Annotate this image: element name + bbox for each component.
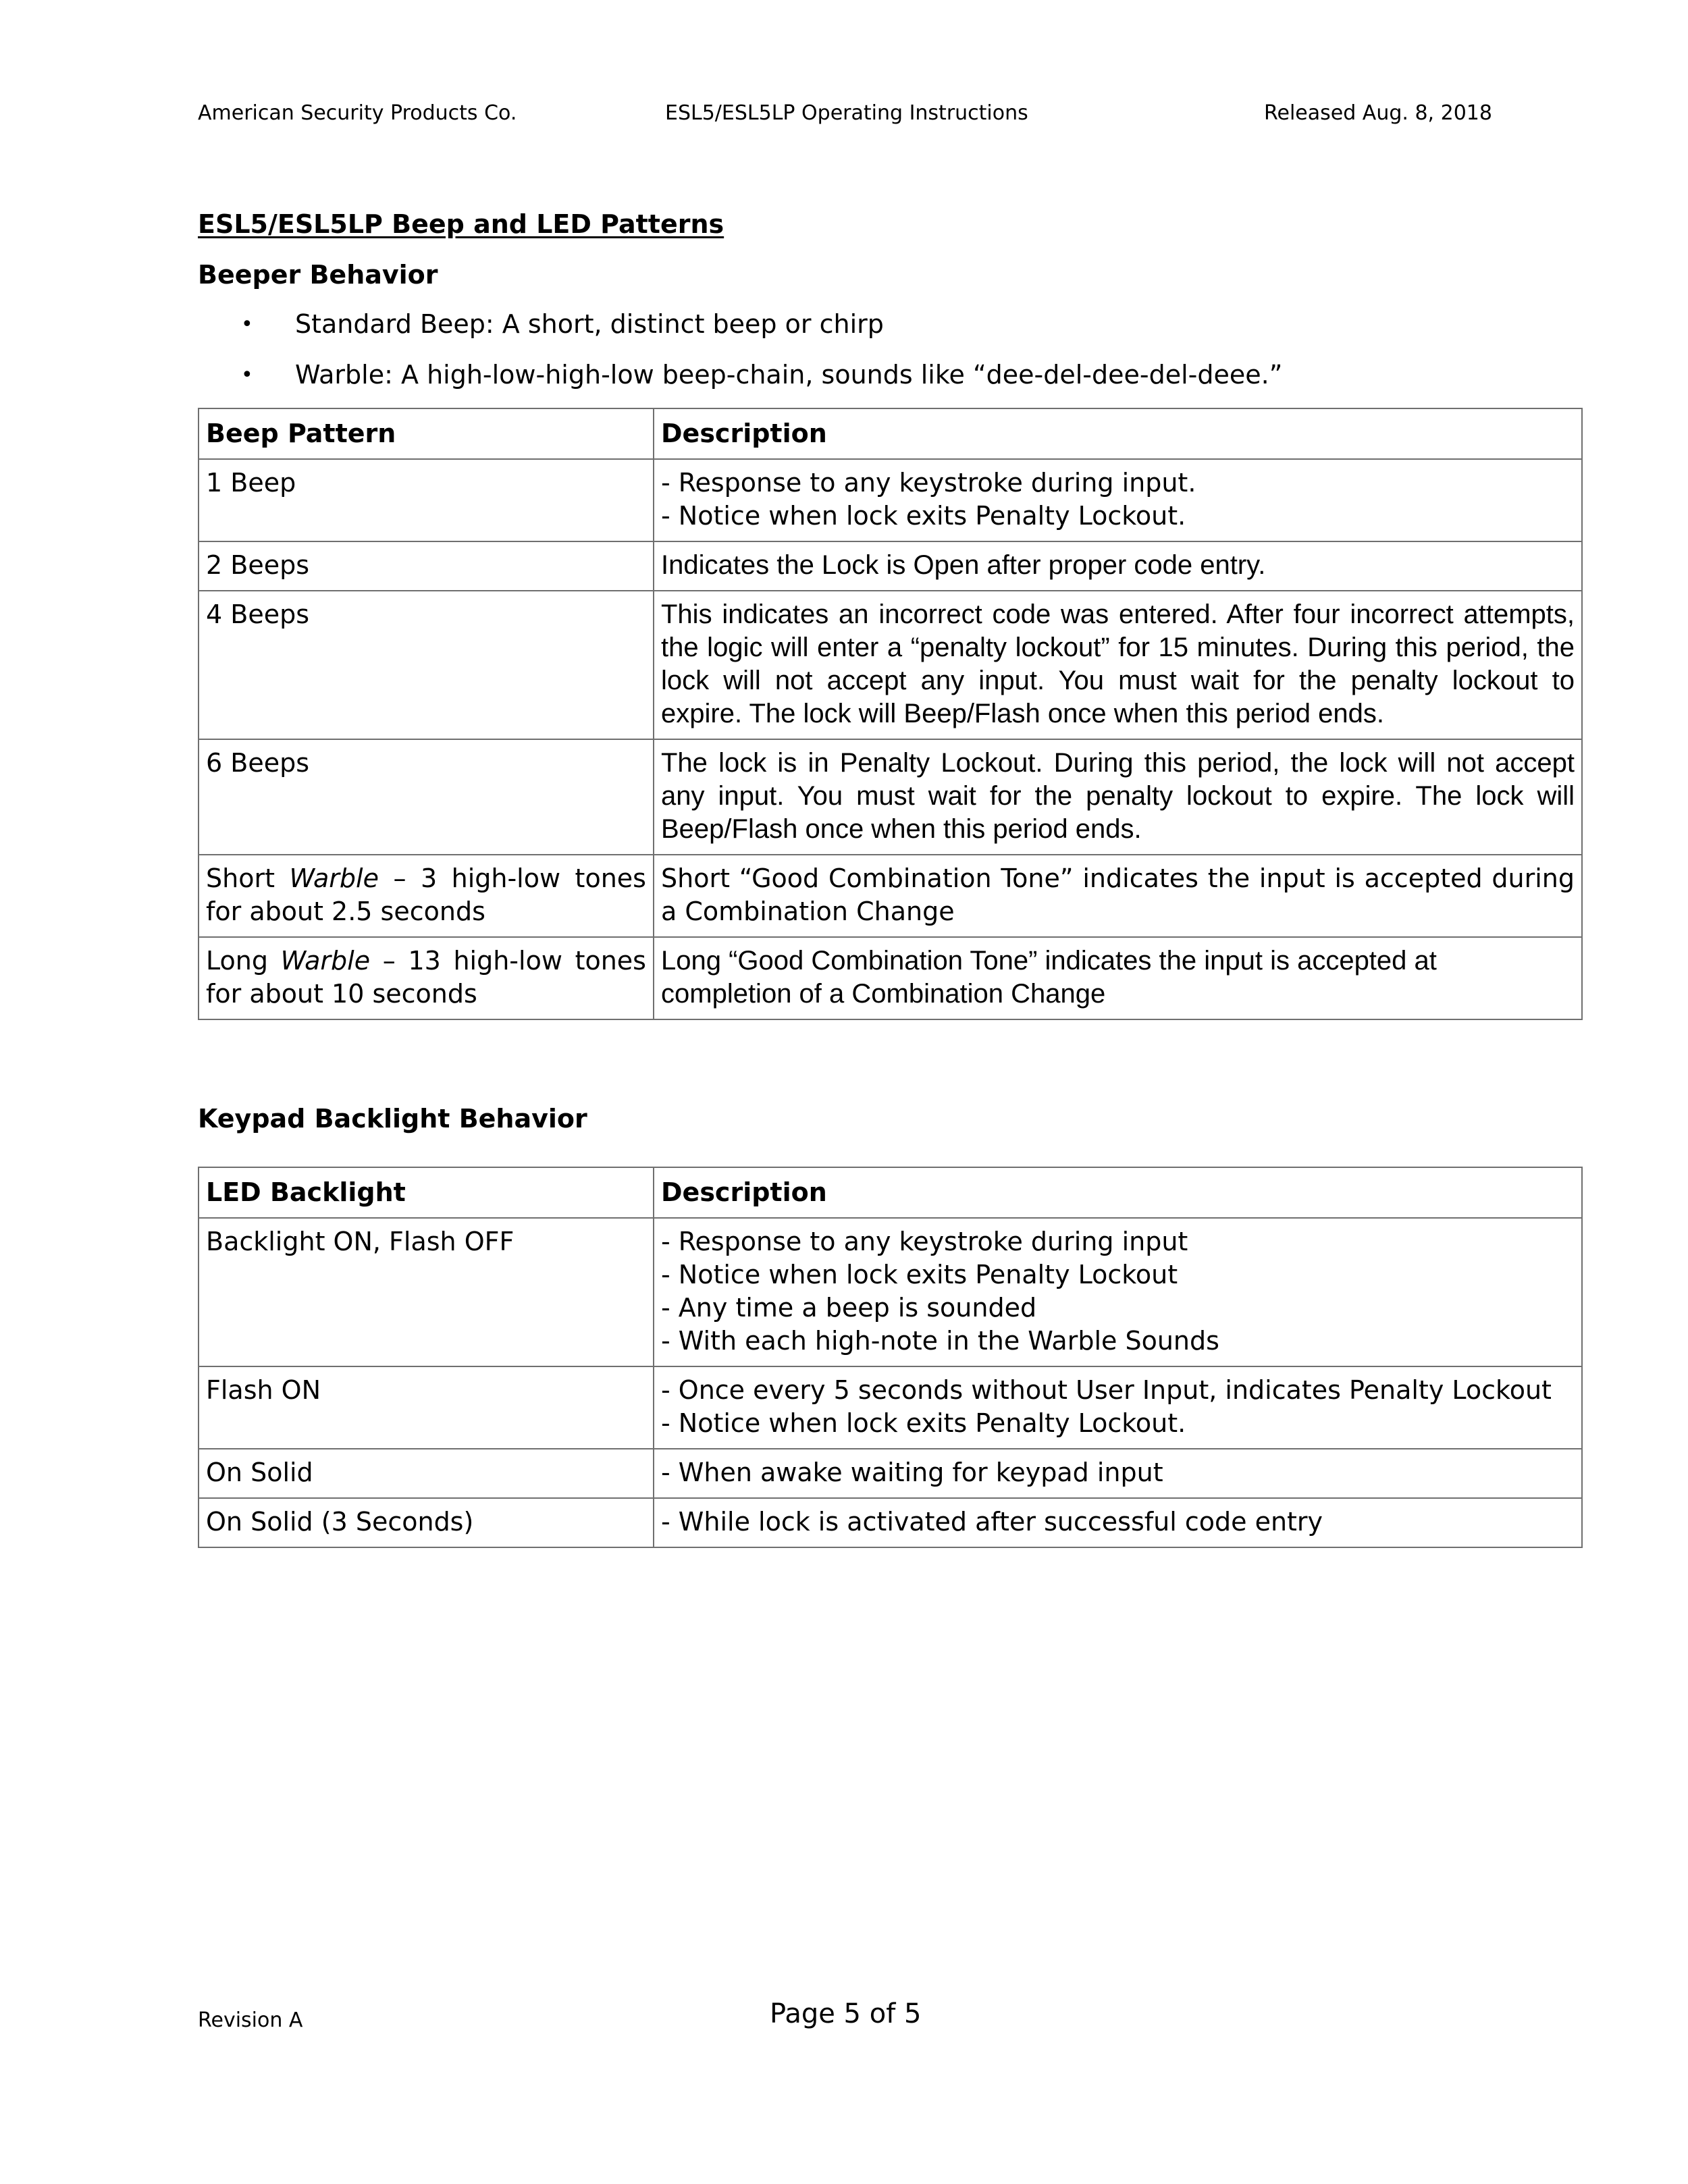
description-cell: Indicates the Lock is Open after proper code entry. xyxy=(654,541,1582,591)
description-cell: This indicates an incorrect code was entered. After four incorrect attempts, the logic will enter a “penalty lockout” for 15 minutes. During this period, the lock will not accept any input. You must wait for the penalty lockout to expire. The lock will Beep/Flash once when this period ends. xyxy=(654,591,1582,739)
description-line: - Notice when lock exits Penalty Lockout. xyxy=(661,501,1186,531)
column-header: Beep Pattern xyxy=(199,408,654,459)
table-row xyxy=(199,1366,1582,1449)
pattern-cell: On Solid (3 Seconds) xyxy=(199,1498,654,1547)
pattern-cell: Backlight ON, Flash OFF xyxy=(199,1218,654,1366)
pattern-emphasis: Warble xyxy=(280,946,371,976)
header-release-date: Released Aug. 8, 2018 xyxy=(1264,101,1492,125)
table-row xyxy=(199,937,1582,1019)
pattern-cell: Flash ON xyxy=(199,1366,654,1449)
pattern-suffix: – 3 high-low tones for about 2.5 seconds xyxy=(206,863,646,926)
pattern-emphasis: Warble xyxy=(289,863,379,893)
pattern-prefix: Short xyxy=(206,863,275,893)
table-row xyxy=(199,459,1582,541)
pattern-cell: 6 Beeps xyxy=(199,739,654,855)
description-line: - Notice when lock exits Penalty Lockout. xyxy=(661,1408,1186,1438)
description-cell xyxy=(654,1449,1582,1498)
header-company: American Security Products Co. xyxy=(198,101,517,125)
table-row xyxy=(199,1218,1582,1366)
description-line: - With each high-note in the Warble Sounds xyxy=(661,1326,1219,1356)
pattern-cell: 4 Beeps xyxy=(199,591,654,739)
description-line: - Response to any keystroke during input. xyxy=(661,468,1196,498)
description-cell xyxy=(654,1366,1582,1449)
description-line: - While lock is activated after successful code entry xyxy=(661,1507,1323,1537)
pattern-cell: 1 Beep xyxy=(199,459,654,541)
bullet-icon: • xyxy=(241,313,253,336)
description-line: - When awake waiting for keypad input xyxy=(661,1458,1163,1487)
description-cell: Long “Good Combination Tone” indicates the input is accepted at completion of a Combination Change xyxy=(654,937,1582,1019)
column-header: Description xyxy=(654,1167,1582,1218)
table-row xyxy=(199,1498,1582,1547)
table-header-row xyxy=(199,1167,1582,1218)
pattern-cell: On Solid xyxy=(199,1449,654,1498)
description-cell: The lock is in Penalty Lockout. During this period, the lock will not accept any input. You must wait for the penalty lockout to expire. The lock will Beep/Flash once when this period ends. xyxy=(654,739,1582,855)
bullet-text: Warble: A high-low-high-low beep-chain, sounds like “dee-del-dee-del-deee.” xyxy=(295,360,1283,390)
table-header-row xyxy=(199,408,1582,459)
table-row xyxy=(199,1449,1582,1498)
description-line: - Response to any keystroke during input xyxy=(661,1227,1188,1256)
table-row xyxy=(199,591,1582,739)
led-backlight-table xyxy=(198,1167,1583,1548)
table-row xyxy=(199,855,1582,937)
column-header: Description xyxy=(654,408,1582,459)
pattern-prefix: Long xyxy=(206,946,268,976)
pattern-suffix: – 13 high-low tones for about 10 seconds xyxy=(206,946,646,1009)
pattern-cell xyxy=(199,937,654,1019)
table-row xyxy=(199,541,1582,591)
description-line: - Once every 5 seconds without User Input, indicates Penalty Lockout xyxy=(661,1375,1552,1405)
header-document-title: ESL5/ESL5LP Operating Instructions xyxy=(665,101,1028,125)
footer-page-number: Page 5 of 5 xyxy=(770,1998,922,2029)
bullet-icon: • xyxy=(241,363,253,387)
table-row xyxy=(199,739,1582,855)
pattern-cell: 2 Beeps xyxy=(199,541,654,591)
pattern-cell xyxy=(199,855,654,937)
description-line: - Any time a beep is sounded xyxy=(661,1293,1037,1323)
description-cell xyxy=(654,459,1582,541)
footer-revision: Revision A xyxy=(198,2008,303,2032)
bullet-item xyxy=(241,360,1282,390)
description-cell xyxy=(654,1498,1582,1547)
column-header: LED Backlight xyxy=(199,1167,654,1218)
description-line: - Notice when lock exits Penalty Lockout xyxy=(661,1260,1178,1289)
beep-pattern-table xyxy=(198,408,1583,1020)
beeper-heading: Beeper Behavior xyxy=(198,260,438,290)
bullet-text: Standard Beep: A short, distinct beep or chirp xyxy=(295,309,884,339)
main-heading: ESL5/ESL5LP Beep and LED Patterns xyxy=(198,209,724,239)
description-cell xyxy=(654,1218,1582,1366)
backlight-heading: Keypad Backlight Behavior xyxy=(198,1104,587,1134)
bullet-item xyxy=(241,309,884,339)
description-cell: Short “Good Combination Tone” indicates the input is accepted during a Combination Change xyxy=(654,855,1582,937)
